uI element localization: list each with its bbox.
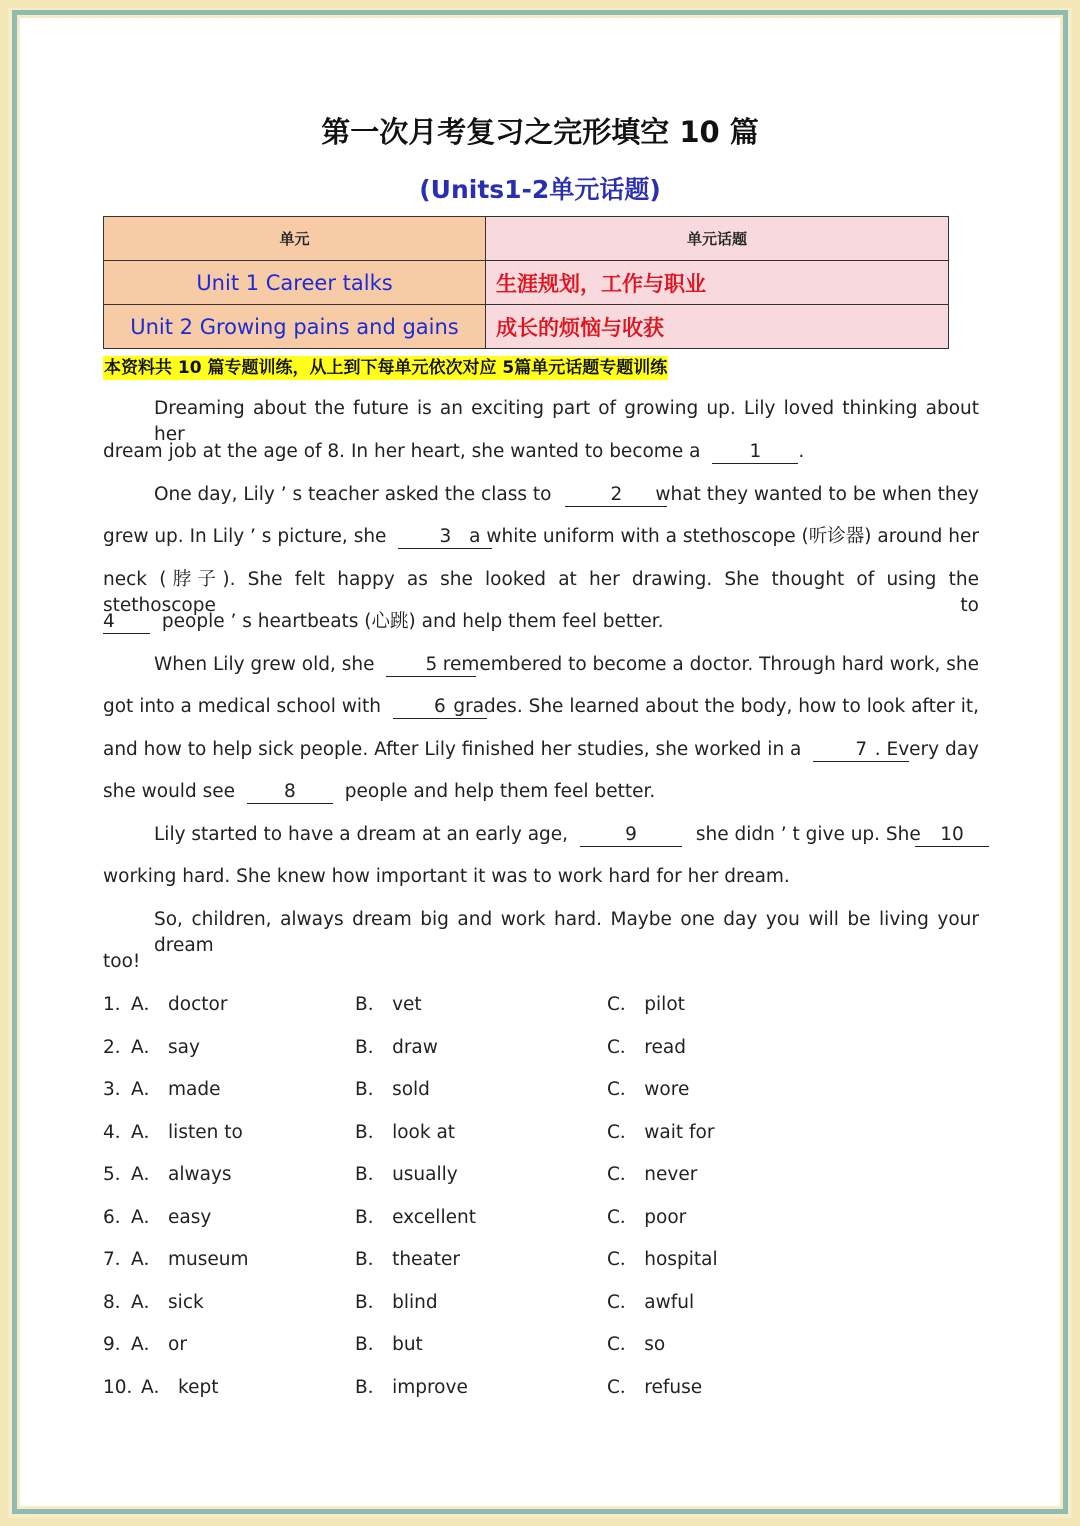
passage-line [103, 609, 979, 635]
passage-text: One day, Lily ’ s teacher asked the class to [154, 484, 552, 505]
option-c[interactable]: C． hospital [607, 1249, 718, 1270]
passage-line [154, 822, 989, 848]
option-a[interactable]: A． museum [131, 1249, 249, 1270]
passage-line [103, 779, 979, 805]
passage-line [103, 694, 979, 720]
blank-6: 6 [393, 696, 487, 719]
question-number: 3． [103, 1079, 134, 1100]
blank-1: 1 [712, 441, 798, 464]
question-number: 7． [103, 1249, 134, 1270]
option-b[interactable]: B． vet [355, 994, 422, 1015]
option-a[interactable]: A． or [131, 1334, 187, 1355]
passage-text: people ’ s heartbeats (心跳) and help them feel better. [161, 611, 664, 632]
passage-text: . Every day [874, 739, 979, 760]
option-a[interactable]: A． kept [141, 1377, 219, 1398]
highlighted-note: 本资料共 10 篇专题训练，从上到下每单元依次对应 5篇单元话题专题训练 [104, 358, 668, 378]
passage-line: neck (脖子). She felt happy as she looked at her drawing. She thought of using the stethoscope to [103, 569, 979, 616]
passage-text: what they wanted to be when they [655, 484, 979, 505]
option-b[interactable]: B． but [355, 1334, 423, 1355]
passage-text: she would see [103, 781, 235, 802]
option-a[interactable]: A． made [131, 1079, 221, 1100]
option-b[interactable]: B． excellent [355, 1207, 476, 1228]
blank-7: 7 [813, 739, 909, 762]
option-a[interactable]: A． easy [131, 1207, 212, 1228]
question-number: 4． [103, 1122, 134, 1143]
option-c[interactable]: C． refuse [607, 1377, 703, 1398]
table-header-topic: 单元话题 [486, 217, 949, 261]
passage-text: grades. She learned about the body, how to look after it, [453, 696, 979, 717]
question-number: 8． [103, 1292, 134, 1313]
passage-text: a white uniform with a stethoscope (听诊器) around her [469, 526, 979, 547]
question-number: 1． [103, 994, 134, 1015]
question-number: 9． [103, 1334, 134, 1355]
option-a[interactable]: A． say [131, 1037, 200, 1058]
unit-topic-table [103, 216, 949, 349]
blank-2: 2 [565, 484, 667, 507]
table-row [104, 261, 949, 305]
option-b[interactable]: B． look at [355, 1122, 456, 1143]
passage-line [154, 482, 979, 508]
option-c[interactable]: C． read [607, 1037, 686, 1058]
option-a[interactable]: A． always [131, 1164, 232, 1185]
passage-text: remembered to become a doctor. Through hard work, she [442, 654, 979, 675]
passage-line [103, 524, 979, 550]
table-row [104, 305, 949, 349]
option-b[interactable]: B． sold [355, 1079, 430, 1100]
passage-text: . [798, 441, 805, 462]
passage-line: So, children, always dream big and work hard. Maybe one day you will be living your dream [154, 909, 979, 956]
option-b[interactable]: B． usually [355, 1164, 458, 1185]
option-a[interactable]: A． doctor [131, 994, 228, 1015]
option-c[interactable]: C． awful [607, 1292, 695, 1313]
passage-line: Dreaming about the future is an exciting part of growing up. Lily loved thinking about her [154, 398, 979, 445]
blank-3: 3 [398, 526, 492, 549]
question-number: 2． [103, 1037, 134, 1058]
passage-text: Lily started to have a dream at an early age, [154, 824, 569, 845]
blank-9: 9 [580, 824, 682, 847]
table-header-row [104, 217, 949, 261]
option-b[interactable]: B． blind [355, 1292, 438, 1313]
passage-text: she didn ’ t give up. She [695, 824, 921, 845]
passage-line: working hard. She knew how important it was to work hard for her dream. [103, 866, 790, 887]
blank-8: 8 [247, 781, 333, 804]
table-cell-topic: 生涯规划，工作与职业 [486, 261, 949, 305]
table-cell-unit: Unit 2 Growing pains and gains [104, 305, 486, 349]
passage-line [103, 737, 979, 763]
option-c[interactable]: C． poor [607, 1207, 687, 1228]
option-c[interactable]: C． so [607, 1334, 666, 1355]
passage-text: grew up. In Lily ’ s picture, she [103, 526, 387, 547]
option-c[interactable]: C． never [607, 1164, 698, 1185]
question-number: 6． [103, 1207, 134, 1228]
option-a[interactable]: A． sick [131, 1292, 204, 1313]
option-b[interactable]: B． improve [355, 1377, 468, 1398]
table-header-unit: 单元 [104, 217, 486, 261]
passage-text: and how to help sick people. After Lily finished her studies, she worked in a [103, 739, 802, 760]
option-c[interactable]: C． wait for [607, 1122, 715, 1143]
table-cell-topic: 成长的烦恼与收获 [486, 305, 949, 349]
document-subtitle: (Units1-2单元话题) [419, 175, 661, 204]
question-number: 5． [103, 1164, 134, 1185]
passage-line: too! [103, 951, 141, 972]
blank-10: 10 [915, 824, 989, 847]
passage-text: dream job at the age of 8. In her heart, she wanted to become a [103, 441, 701, 462]
document-title: 第一次月考复习之完形填空 10 篇 [321, 115, 759, 149]
blank-4: 4 [103, 611, 150, 634]
question-number: 10． [103, 1377, 146, 1398]
table-cell-unit: Unit 1 Career talks [104, 261, 486, 305]
option-b[interactable]: B． theater [355, 1249, 461, 1270]
passage-text: got into a medical school with [103, 696, 381, 717]
passage-line [154, 652, 979, 678]
option-c[interactable]: C． pilot [607, 994, 685, 1015]
passage-text: people and help them feel better. [344, 781, 656, 802]
blank-5: 5 [386, 654, 476, 677]
option-a[interactable]: A． listen to [131, 1122, 243, 1143]
passage-line [103, 439, 979, 465]
passage-text: When Lily grew old, she [154, 654, 375, 675]
option-c[interactable]: C． wore [607, 1079, 690, 1100]
option-b[interactable]: B． draw [355, 1037, 438, 1058]
